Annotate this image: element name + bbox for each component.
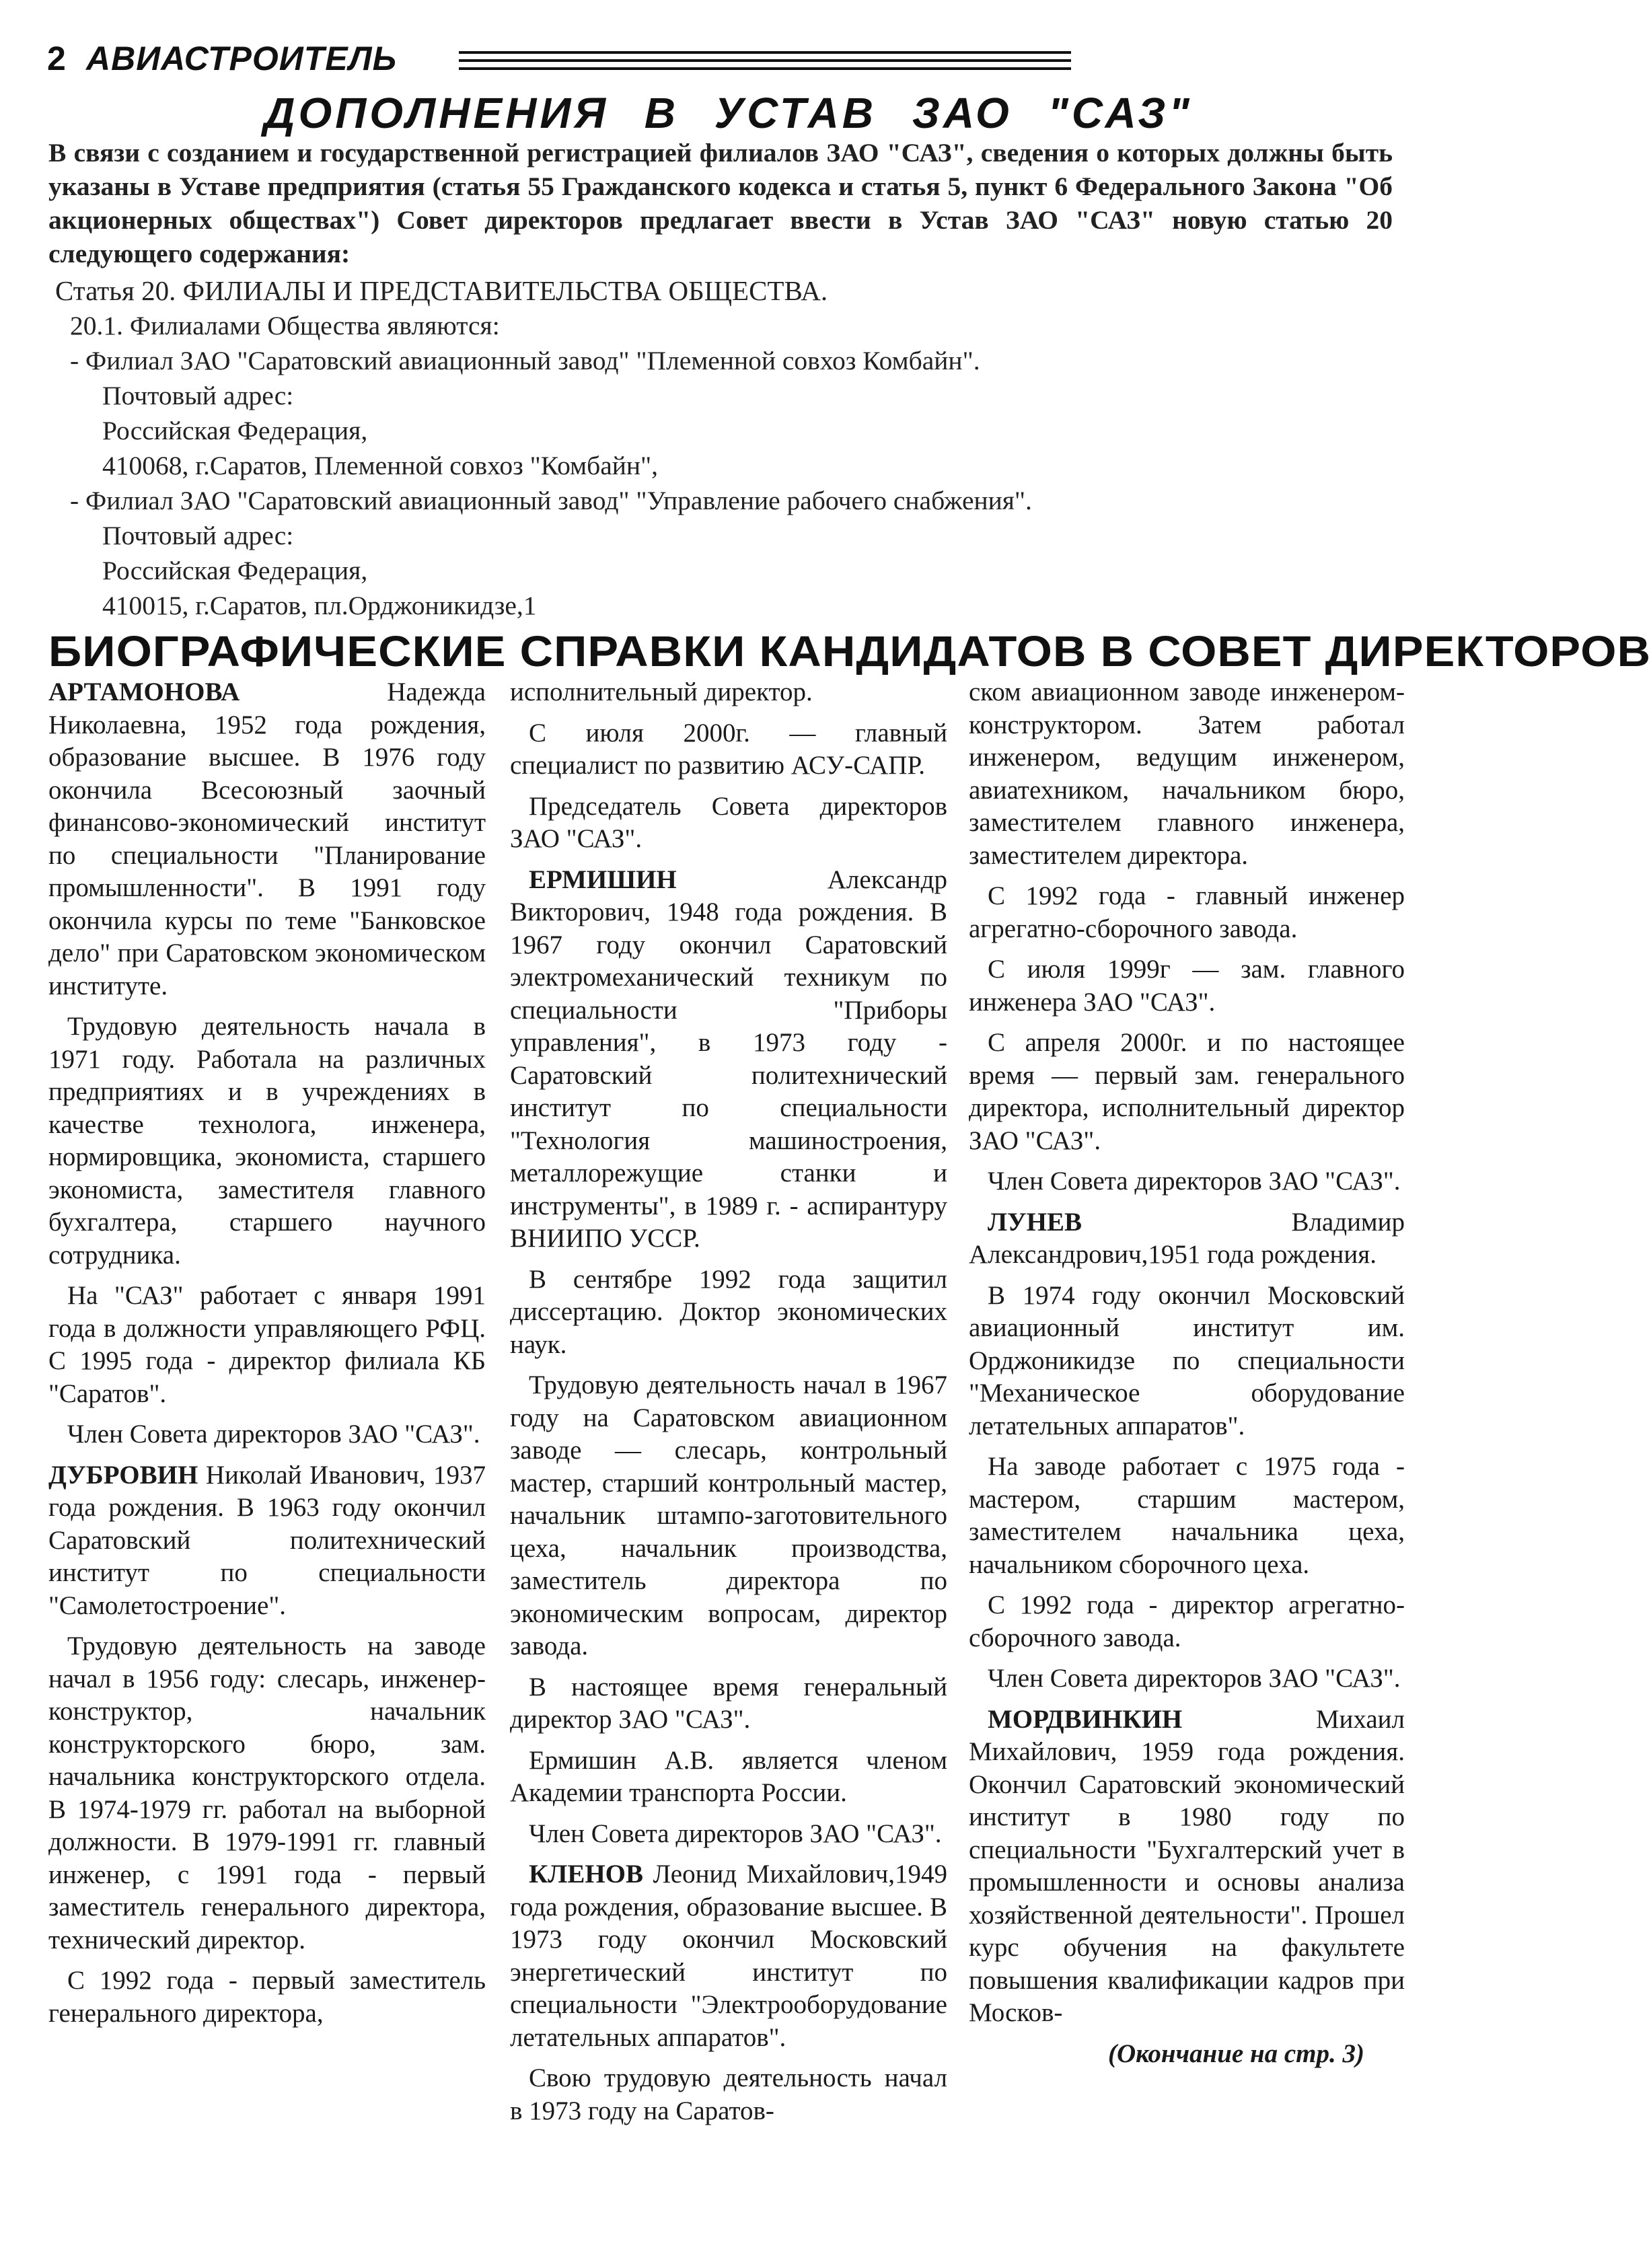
- bio-column-2: [510, 676, 947, 2135]
- article-clause: 20.1. Филиалами Общества являются:: [70, 311, 500, 340]
- bio-paragraph: Председатель Совета директоров ЗАО "САЗ".: [510, 791, 947, 853]
- candidate-name: КЛЕНОВ: [529, 1860, 644, 1889]
- bio-paragraph: ском авиационном заводе инженером-конструктором. Затем работал инженером, ведущим инженером, авиатехником, начальником бюро, заместителем главного инженера, заместителем директора.: [969, 678, 1405, 870]
- candidate-name: ЛУНЕВ: [988, 1207, 1083, 1237]
- bio-paragraph: На заводе работает с 1975 года - мастером, старшим мастером, заместителем начальника цеха, начальником сборочного цеха.: [969, 1452, 1405, 1579]
- bio-paragraph: исполнительный директор.: [510, 678, 813, 706]
- bio-paragraph: С 1992 года - главный инженер агрегатно-сборочного завода.: [969, 881, 1405, 943]
- charter-title: ДОПОЛНЕНИЯ В УСТАВ ЗАО "САЗ": [264, 89, 1193, 137]
- bio-column-3: [969, 676, 1405, 2078]
- bio-paragraph: Член Совета директоров ЗАО "САЗ".: [988, 1664, 1401, 1693]
- masthead-rule: [459, 67, 1071, 70]
- bio-paragraph: С июля 2000г. — главный специалист по развитию АСУ-САПР.: [510, 718, 947, 780]
- candidate-name: ДУБРОВИН: [48, 1460, 198, 1490]
- bio-text: Надежда Николаевна, 1952 года рождения, образование высшее. В 1976 году окончила Всесоюзный заочный финансово-экономический институт по специальности "Планирование промышленности". В 1991 году окончила курсы по теме "Банковское дело" при Саратовском экономическом институте.: [48, 678, 486, 1000]
- branch-address: 410068, г.Саратов, Племенной совхоз "Комбайн",: [102, 451, 659, 480]
- bio-paragraph: [510, 864, 947, 1255]
- bio-paragraph: Член Совета директоров ЗАО "САЗ".: [988, 1167, 1401, 1196]
- bio-paragraph: С апреля 2000г. и по настоящее время — первый зам. генерального директора, исполнительный директор ЗАО "САЗ".: [969, 1028, 1405, 1155]
- bio-text: Владимир Александрович,1951 года рождения.: [969, 1207, 1405, 1269]
- bio-paragraph: С 1992 года - первый заместитель генерального директора,: [48, 1966, 486, 2028]
- page-number: 2: [47, 40, 66, 77]
- bio-paragraph: С июля 1999г — зам. главного инженера ЗАО "САЗ".: [969, 955, 1405, 1017]
- branch-address-label: Почтовый адрес:: [102, 381, 294, 410]
- bio-paragraph: [969, 1206, 1405, 1272]
- bio-paragraph: В 1974 году окончил Московский авиационный институт им. Орджоникидзе по специальности "Механическое оборудование летательных аппаратов".: [969, 1280, 1405, 1440]
- bio-paragraph: [48, 676, 486, 1002]
- masthead-rule: [459, 59, 1071, 62]
- masthead-rule: [459, 51, 1071, 54]
- bio-text: Александр Викторович, 1948 года рождения. В 1967 году окончил Саратовский электромеханический техникум по специальности "Приборы управления", в 1973 году - Саратовский политехнический институт по специальности "Технология машиностроения, металлорежущие станки и инструменты", в 1989 г. - аспирантуру ВНИИПО УССР.: [510, 865, 947, 1253]
- continuation-note: (Окончание на стр. 3): [1108, 2039, 1364, 2068]
- bio-paragraph: Трудовую деятельность на заводе начал в 1956 году: слесарь, инженер-конструктор, начальник конструкторского бюро, зам. начальника конструкторского отдела. В 1974-1979 гг. работал на выборной должности. В 1979-1991 гг. главный инженер, с 1991 года - первый заместитель генерального директора, технический директор.: [48, 1632, 486, 1954]
- charter-intro: В связи с созданием и государственной регистрацией филиалов ЗАО "САЗ", сведения о которых должны быть указаны в Уставе предприятия (статья 55 Гражданского кодекса и статья 5, пункт 6 Федерального Закона "Об акционерных обществах") Совет директоров предлагает ввести в Устав ЗАО "САЗ" новую статью 20 следующего содержания:: [48, 138, 1393, 268]
- branch-name: - Филиал ЗАО "Саратовский авиационный завод" "Племенной совхоз Комбайн".: [70, 346, 980, 375]
- bio-paragraph: Трудовую деятельность начала в 1971 году. Работала на различных предприятиях и в учреждениях в качестве технолога, инженера, нормировщика, экономиста, старшего экономиста, заместителя главного бухгалтера, старшего научного сотрудника.: [48, 1012, 486, 1270]
- bio-text: Николай Иванович, 1937 года рождения. В 1963 году окончил Саратовский политехнический институт по специальности "Самолетостроение".: [48, 1460, 486, 1620]
- bio-paragraph: С 1992 года - директор агрегатно-сборочного завода.: [969, 1590, 1405, 1652]
- candidate-name: ЕРМИШИН: [529, 865, 677, 894]
- branch-country: Российская Федерация,: [102, 416, 368, 445]
- branch-name: - Филиал ЗАО "Саратовский авиационный завод" "Управление рабочего снабжения".: [70, 486, 1032, 515]
- charter-article: [55, 273, 1333, 623]
- bio-paragraph: Свою трудовую деятельность начал в 1973 году на Саратов-: [510, 2063, 947, 2125]
- branch-address-label: Почтовый адрес:: [102, 521, 294, 550]
- bio-paragraph: На "САЗ" работает с января 1991 года в должности управляющего РФЦ. С 1995 года - директор филиала КБ "Саратов".: [48, 1281, 486, 1408]
- bio-paragraph: [510, 1858, 947, 2054]
- bio-paragraph: В сентябре 1992 года защитил диссертацию. Доктор экономических наук.: [510, 1264, 947, 1359]
- bio-paragraph: В настоящее время генеральный директор ЗАО "САЗ".: [510, 1672, 947, 1734]
- bio-paragraph: [48, 1459, 486, 1623]
- bio-text: Михаил Михайлович, 1959 года рождения. Окончил Саратовский экономический институт в 1980 году по специальности "Бухгалтерский учет в промышленности и основы анализа хозяйственной деятельности". Прошел курс обучения на факультете повышения квалификации кадров при Москов-: [969, 1704, 1405, 2027]
- bio-paragraph: Трудовую деятельность начал в 1967 году на Саратовском авиационном заводе — слесарь, контрольный мастер, старший контрольный мастер, начальник штампо-заготовительного цеха, начальник производства, заместитель директора по экономическим вопросам, директор завода.: [510, 1370, 947, 1660]
- bio-paragraph: [969, 1704, 1405, 2030]
- bio-column-1: [48, 676, 486, 2038]
- bio-paragraph: Член Совета директоров ЗАО "САЗ".: [529, 1819, 942, 1848]
- bio-text: Леонид Михайлович,1949 года рождения, образование высшее. В 1973 году окончил Московский энергетический институт по специальности "Электрооборудование летательных аппаратов".: [510, 1860, 947, 2052]
- bio-paragraph: Ермишин А.В. является членом Академии транспорта России.: [510, 1745, 947, 1807]
- bio-paragraph: Член Совета директоров ЗАО "САЗ".: [67, 1420, 480, 1449]
- bio-title: БИОГРАФИЧЕСКИЕ СПРАВКИ КАНДИДАТОВ В СОВЕТ ДИРЕКТОРОВ: [48, 627, 1651, 675]
- article-title: Статья 20. ФИЛИАЛЫ И ПРЕДСТАВИТЕЛЬСТВА ОБЩЕСТВА.: [55, 275, 828, 306]
- newspaper-name: АВИАСТРОИТЕЛЬ: [86, 40, 397, 77]
- masthead: [47, 35, 1029, 82]
- branch-address: 410015, г.Саратов, пл.Орджоникидзе,1: [102, 591, 537, 620]
- candidate-name: МОРДВИНКИН: [988, 1704, 1183, 1734]
- candidate-name: АРТАМОНОВА: [48, 678, 240, 706]
- branch-country: Российская Федерация,: [102, 556, 368, 585]
